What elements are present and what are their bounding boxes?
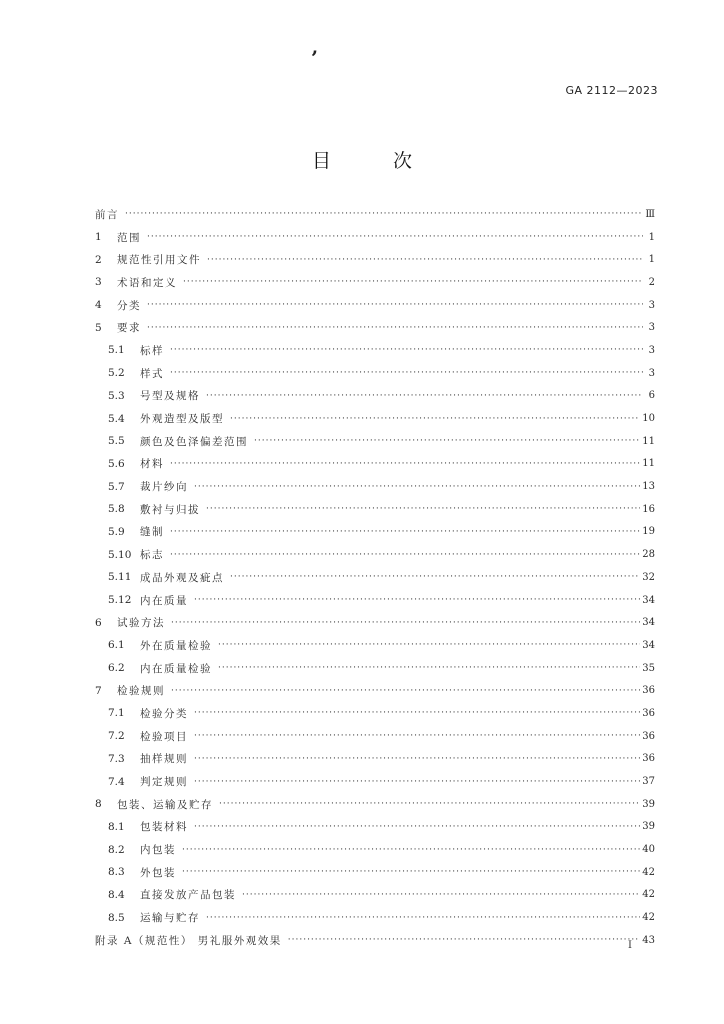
dot-leader bbox=[206, 391, 643, 401]
toc-entry[interactable] bbox=[95, 543, 655, 566]
toc-entry-number: 3 bbox=[95, 276, 102, 289]
dot-leader bbox=[147, 232, 643, 242]
page-number: I bbox=[628, 940, 632, 951]
toc-entry[interactable] bbox=[95, 430, 655, 453]
toc-entry[interactable] bbox=[95, 271, 655, 294]
toc-entry-page: 36 bbox=[642, 730, 655, 742]
toc-entry[interactable] bbox=[95, 566, 655, 589]
toc-entry-label: 要求 bbox=[117, 322, 141, 335]
toc-entry-page: 40 bbox=[642, 844, 655, 856]
toc-entry-number: 6.1 bbox=[108, 639, 125, 652]
table-of-contents bbox=[95, 203, 655, 952]
toc-entry-label: 分类 bbox=[117, 299, 141, 312]
toc-entry-page: 1 bbox=[648, 231, 655, 243]
dot-leader bbox=[125, 209, 643, 219]
toc-entry-number: 5.7 bbox=[108, 480, 125, 493]
toc-entry-page: 6 bbox=[648, 390, 655, 402]
dot-leader bbox=[183, 277, 643, 287]
toc-entry-label: 标志 bbox=[140, 549, 164, 562]
toc-entry-label: 号型及规格 bbox=[140, 390, 200, 403]
toc-entry-page: 36 bbox=[642, 685, 655, 697]
toc-entry-label: 运输与贮存 bbox=[140, 912, 200, 925]
dot-leader bbox=[170, 459, 640, 469]
toc-entry[interactable] bbox=[95, 793, 655, 816]
header-mark: ’ bbox=[311, 46, 318, 70]
toc-entry[interactable] bbox=[95, 770, 655, 793]
toc-entry-label: 范围 bbox=[117, 231, 141, 244]
toc-entry-label: 规范性引用文件 bbox=[117, 254, 201, 267]
toc-entry-number: 7.4 bbox=[108, 775, 125, 788]
toc-entry-number: 8.2 bbox=[108, 843, 125, 856]
dot-leader bbox=[170, 368, 643, 378]
dot-leader bbox=[171, 618, 640, 628]
dot-leader bbox=[206, 504, 640, 514]
toc-entry-page: 10 bbox=[642, 413, 655, 425]
toc-entry-page: 42 bbox=[642, 866, 655, 878]
dot-leader bbox=[170, 550, 640, 560]
toc-entry-page: 19 bbox=[642, 526, 655, 538]
dot-leader bbox=[194, 595, 640, 605]
toc-entry-number: 5 bbox=[95, 321, 102, 334]
toc-entry-number: 8.5 bbox=[108, 911, 125, 924]
dot-leader bbox=[242, 890, 640, 900]
toc-entry-page: 32 bbox=[642, 571, 655, 583]
dot-leader bbox=[170, 345, 643, 355]
dot-leader bbox=[230, 414, 640, 424]
toc-entry[interactable] bbox=[95, 634, 655, 657]
toc-entry-label: 样式 bbox=[140, 367, 164, 380]
toc-entry[interactable] bbox=[95, 884, 655, 907]
dot-leader bbox=[206, 913, 640, 923]
dot-leader bbox=[194, 731, 640, 741]
toc-entry-label: 敷衬与归拔 bbox=[140, 503, 200, 516]
dot-leader bbox=[182, 845, 640, 855]
toc-entry-label: 前言 bbox=[95, 208, 119, 221]
toc-entry-number: 5.1 bbox=[108, 344, 125, 357]
dot-leader bbox=[230, 572, 640, 582]
toc-entry-label: 外观造型及版型 bbox=[140, 413, 224, 426]
toc-entry[interactable] bbox=[95, 702, 655, 725]
toc-entry[interactable] bbox=[95, 748, 655, 771]
toc-entry-label: 检验规则 bbox=[117, 685, 165, 698]
toc-entry-number: 8 bbox=[95, 798, 102, 811]
toc-entry[interactable] bbox=[95, 203, 655, 226]
toc-entry-number: 5.4 bbox=[108, 412, 125, 425]
toc-entry[interactable] bbox=[95, 611, 655, 634]
toc-entry-label: 抽样规则 bbox=[140, 753, 188, 766]
toc-entry-number: 5.5 bbox=[108, 435, 125, 448]
toc-entry[interactable] bbox=[95, 816, 655, 839]
toc-title: 目 次 bbox=[311, 150, 441, 172]
toc-entry[interactable] bbox=[95, 453, 655, 476]
toc-entry-label: 颜色及色泽偏差范围 bbox=[140, 435, 248, 448]
toc-entry-page: 39 bbox=[642, 821, 655, 833]
toc-entry-label: 内在质量检验 bbox=[140, 662, 212, 675]
toc-entry[interactable] bbox=[95, 226, 655, 249]
toc-entry-label: 检验分类 bbox=[140, 707, 188, 720]
toc-entry-label: 包装材料 bbox=[140, 821, 188, 834]
toc-entry-page: 16 bbox=[642, 503, 655, 515]
toc-entry-number: 2 bbox=[95, 253, 102, 266]
toc-entry[interactable] bbox=[95, 385, 655, 408]
toc-entry-number: 5.10 bbox=[108, 548, 132, 561]
toc-entry-label: 术语和定义 bbox=[117, 276, 177, 289]
dot-leader bbox=[218, 640, 640, 650]
toc-entry-number: 8.4 bbox=[108, 888, 125, 901]
dot-leader bbox=[254, 436, 640, 446]
dot-leader bbox=[194, 822, 640, 832]
toc-entry-page: 35 bbox=[642, 662, 655, 674]
toc-entry-label: 外包装 bbox=[140, 866, 176, 879]
toc-entry-number: 8.1 bbox=[108, 820, 125, 833]
dot-leader bbox=[194, 482, 640, 492]
toc-entry-label: 材料 bbox=[140, 458, 164, 471]
toc-entry-page: 1 bbox=[648, 254, 655, 266]
toc-entry[interactable] bbox=[95, 657, 655, 680]
toc-entry[interactable] bbox=[95, 861, 655, 884]
dot-leader bbox=[171, 686, 640, 696]
toc-entry-label: 试验方法 bbox=[117, 617, 165, 630]
toc-entry[interactable] bbox=[95, 725, 655, 748]
toc-entry-number: 7.3 bbox=[108, 752, 125, 765]
toc-entry[interactable] bbox=[95, 339, 655, 362]
toc-entry-page: 36 bbox=[642, 707, 655, 719]
toc-entry[interactable] bbox=[95, 498, 655, 521]
toc-entry-label: 缝制 bbox=[140, 526, 164, 539]
toc-entry[interactable] bbox=[95, 838, 655, 861]
toc-entry-label: 判定规则 bbox=[140, 776, 188, 789]
dot-leader bbox=[194, 777, 640, 787]
toc-entry-label: 成品外观及疵点 bbox=[140, 571, 224, 584]
toc-entry-label: 包装、运输及贮存 bbox=[117, 798, 213, 811]
toc-entry-page: 3 bbox=[648, 299, 655, 311]
toc-entry[interactable] bbox=[95, 362, 655, 385]
toc-entry-label: 内包装 bbox=[140, 844, 176, 857]
toc-entry-number: 7 bbox=[95, 684, 102, 697]
toc-entry[interactable] bbox=[95, 316, 655, 339]
toc-entry-page: 11 bbox=[642, 458, 655, 470]
toc-entry-number: 5.6 bbox=[108, 457, 125, 470]
toc-entry[interactable] bbox=[95, 929, 655, 952]
toc-entry-page: 28 bbox=[642, 549, 655, 561]
toc-entry-page: 42 bbox=[642, 912, 655, 924]
toc-entry-number: 7.1 bbox=[108, 707, 125, 720]
toc-entry[interactable] bbox=[95, 679, 655, 702]
toc-entry-page: 42 bbox=[642, 889, 655, 901]
dot-leader bbox=[147, 300, 643, 310]
toc-entry-label: 附录 A（规范性） 男礼服外观效果 bbox=[95, 934, 282, 947]
toc-entry-page: 36 bbox=[642, 753, 655, 765]
toc-entry[interactable] bbox=[95, 248, 655, 271]
toc-entry[interactable] bbox=[95, 521, 655, 544]
toc-entry-number: 1 bbox=[95, 231, 102, 244]
dot-leader bbox=[147, 323, 643, 333]
dot-leader bbox=[194, 754, 640, 764]
toc-entry-number: 5.8 bbox=[108, 503, 125, 516]
dot-leader bbox=[170, 527, 640, 537]
toc-entry-number: 5.12 bbox=[108, 594, 132, 607]
toc-entry-number: 6 bbox=[95, 616, 102, 629]
toc-entry-label: 外在质量检验 bbox=[140, 639, 212, 652]
dot-leader bbox=[219, 799, 640, 809]
toc-entry-page: 13 bbox=[642, 481, 655, 493]
dot-leader bbox=[288, 935, 641, 945]
toc-entry[interactable] bbox=[95, 407, 655, 430]
toc-entry-number: 5.9 bbox=[108, 525, 125, 538]
toc-entry-page: 2 bbox=[648, 276, 655, 288]
toc-entry-number: 5.11 bbox=[108, 571, 132, 584]
toc-entry-page: 43 bbox=[642, 934, 655, 946]
toc-entry-page: 34 bbox=[642, 617, 655, 629]
toc-entry-page: 34 bbox=[642, 639, 655, 651]
toc-entry-page: 37 bbox=[642, 776, 655, 788]
toc-entry-page: 3 bbox=[648, 367, 655, 379]
toc-entry[interactable] bbox=[95, 906, 655, 929]
toc-entry-page: 3 bbox=[648, 322, 655, 334]
toc-entry-number: 6.2 bbox=[108, 662, 125, 675]
dot-leader bbox=[207, 255, 643, 265]
toc-entry[interactable] bbox=[95, 475, 655, 498]
toc-entry-page: 3 bbox=[648, 344, 655, 356]
toc-entry-label: 检验项目 bbox=[140, 730, 188, 743]
toc-entry-page: 39 bbox=[642, 798, 655, 810]
toc-entry-label: 直接发放产品包装 bbox=[140, 889, 236, 902]
toc-entry-number: 5.3 bbox=[108, 389, 125, 402]
toc-entry-number: 4 bbox=[95, 299, 102, 312]
toc-entry-label: 内在质量 bbox=[140, 594, 188, 607]
toc-entry[interactable] bbox=[95, 294, 655, 317]
dot-leader bbox=[218, 663, 640, 673]
toc-entry-number: 8.3 bbox=[108, 866, 125, 879]
toc-entry-page: Ⅲ bbox=[645, 208, 655, 220]
toc-entry-page: 11 bbox=[642, 435, 655, 447]
standard-code: GA 2112—2023 bbox=[565, 84, 658, 97]
toc-entry-page: 34 bbox=[642, 594, 655, 606]
toc-entry[interactable] bbox=[95, 589, 655, 612]
toc-entry-label: 裁片纱向 bbox=[140, 481, 188, 494]
dot-leader bbox=[182, 867, 640, 877]
dot-leader bbox=[194, 708, 640, 718]
toc-entry-label: 标样 bbox=[140, 344, 164, 357]
toc-entry-number: 5.2 bbox=[108, 367, 125, 380]
toc-entry-number: 7.2 bbox=[108, 730, 125, 743]
